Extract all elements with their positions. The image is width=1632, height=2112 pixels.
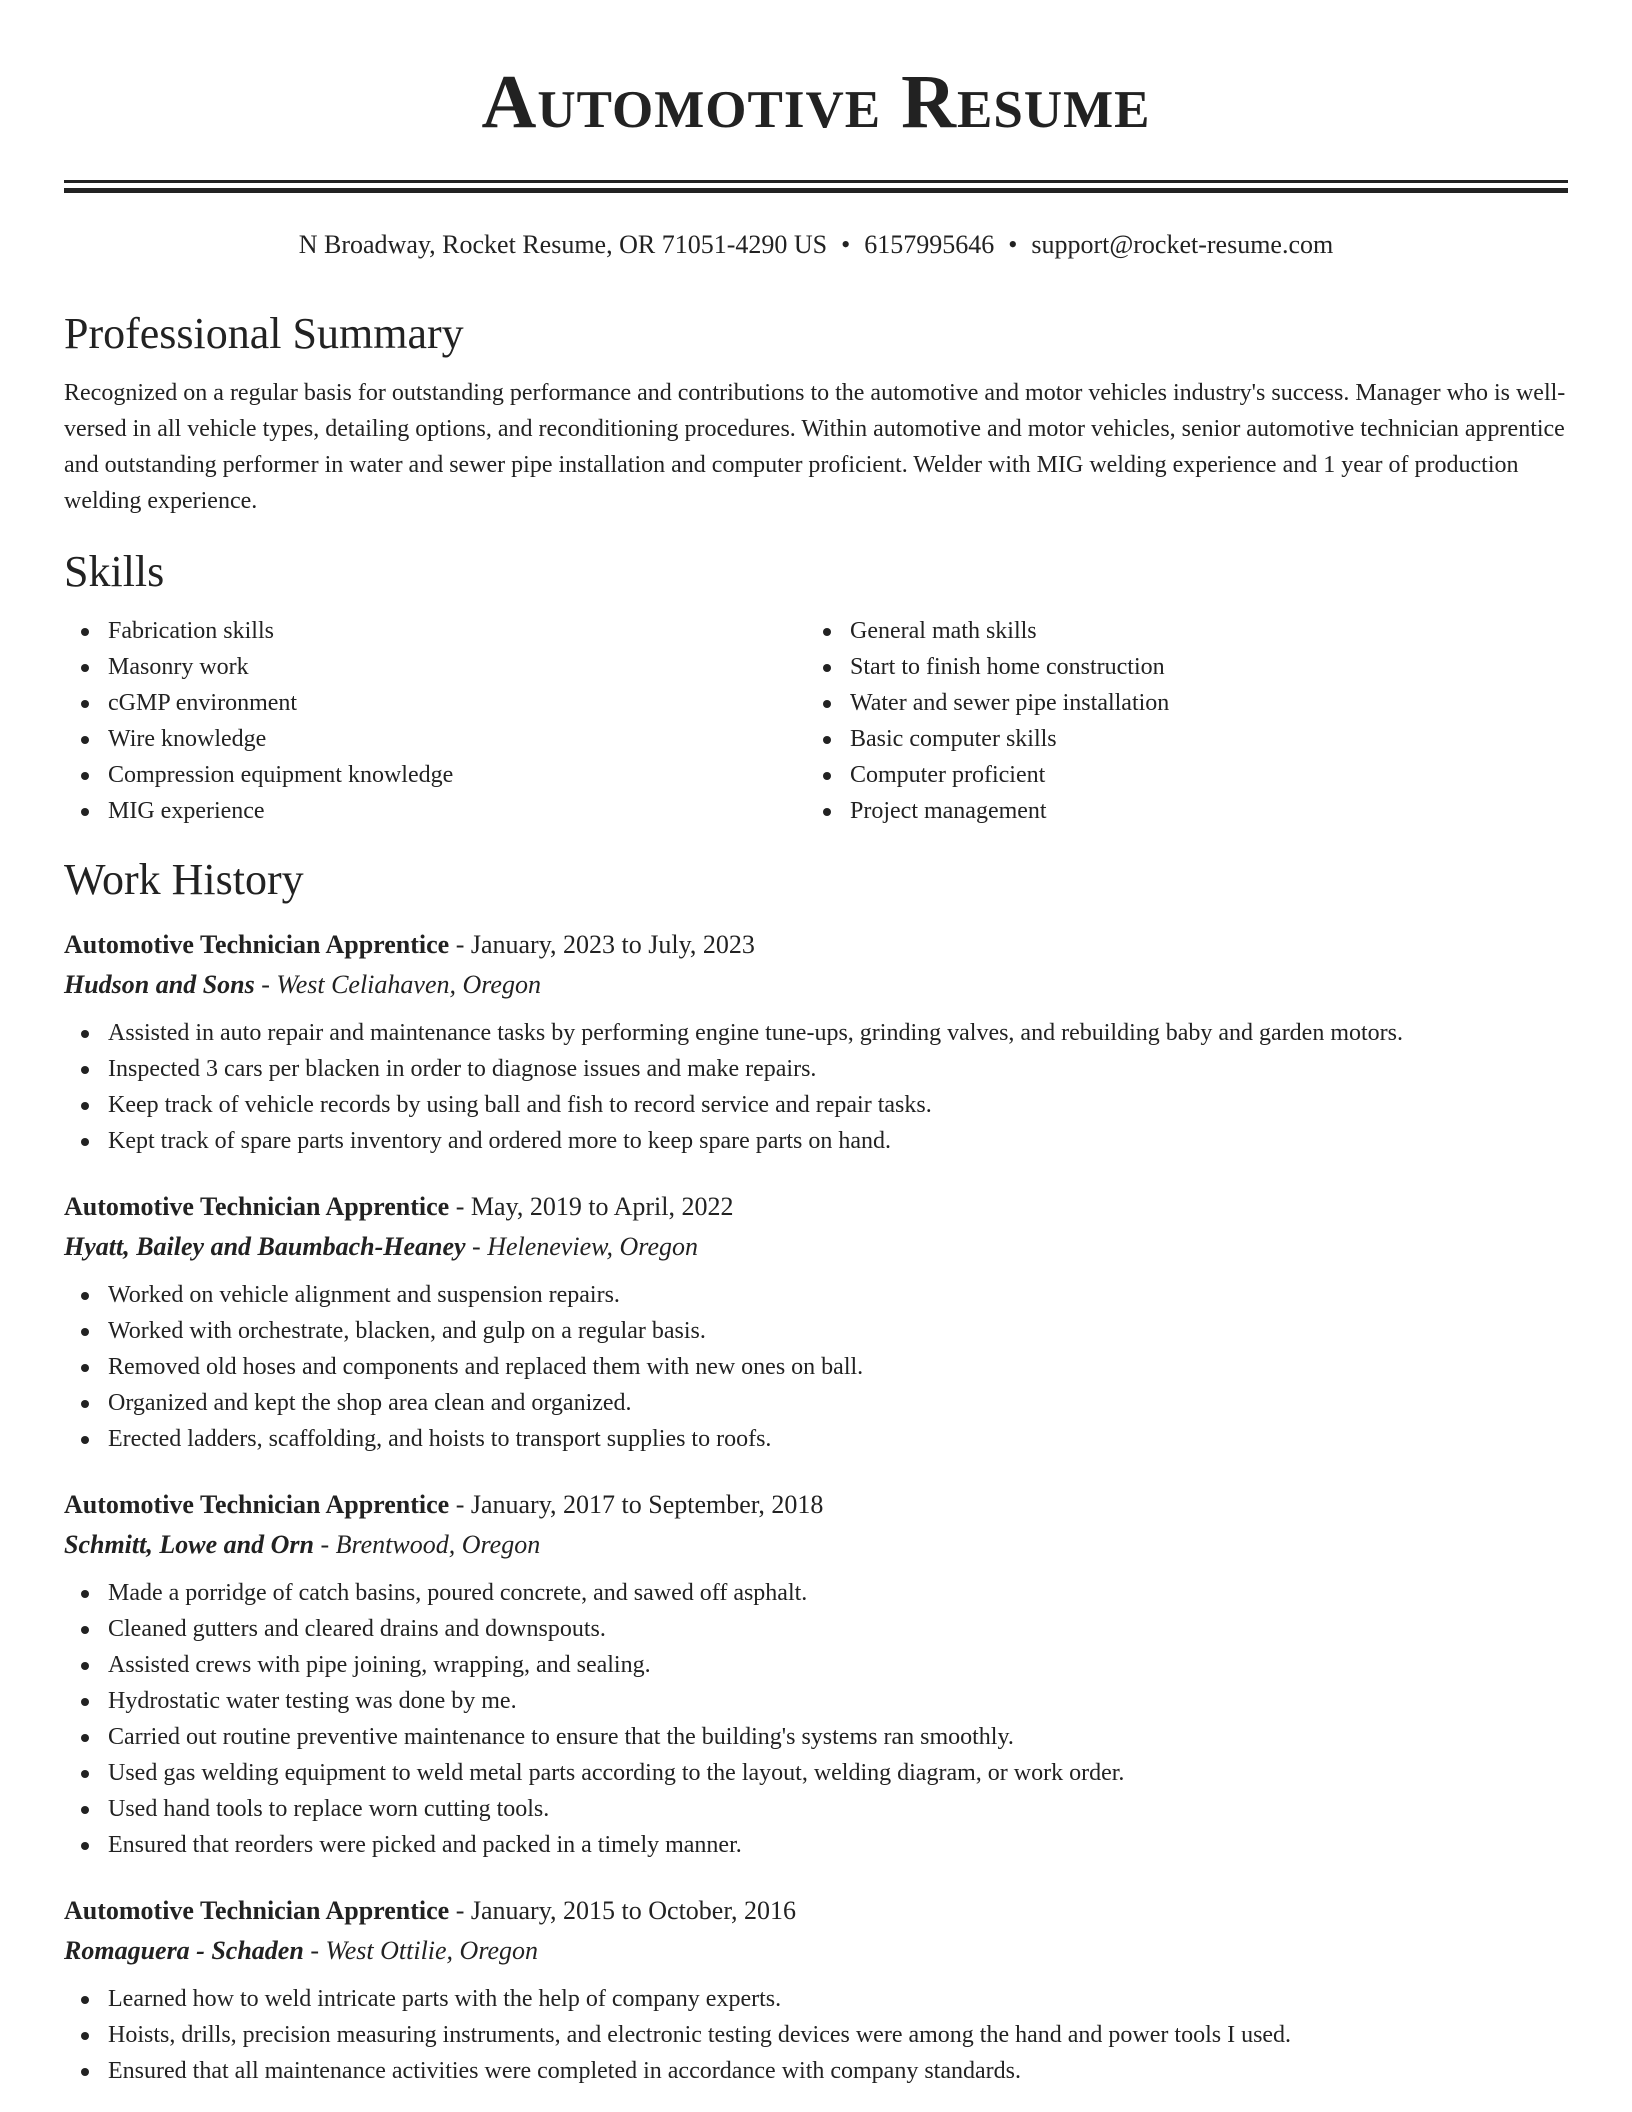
job-title: Automotive Technician Apprentice [64,1896,450,1925]
skill-item: MIG experience [64,793,806,829]
skill-item: Fabrication skills [64,613,806,649]
contact-separator: • [1008,230,1018,259]
job-duty: Cleaned gutters and cleared drains and downspouts. [64,1611,1568,1647]
job-entry [64,925,1568,1159]
job-duties [64,1575,1568,1863]
job-entry [64,1891,1568,2089]
job-duties [64,1277,1568,1457]
job-duty: Ensured that reorders were picked and packed in a timely manner. [64,1827,1568,1863]
section-heading-summary: Professional Summary [64,309,464,358]
job-dates: - January, 2015 to October, 2016 [455,1896,796,1925]
job-location: - West Celiahaven, Oregon [261,970,541,999]
work-history-list [64,925,1568,2089]
skill-item: Masonry work [64,649,806,685]
job-duty: Worked with orchestrate, blacken, and gulp on a regular basis. [64,1313,1568,1349]
contact-separator: • [841,230,851,259]
skills-column-left [64,613,806,829]
job-title: Automotive Technician Apprentice [64,1490,450,1519]
job-title-line [64,1891,1568,1931]
skill-item: Compression equipment knowledge [64,757,806,793]
skill-item: Basic computer skills [806,721,1548,757]
job-title: Automotive Technician Apprentice [64,930,450,959]
job-company: Hudson and Sons [64,970,255,999]
job-company-line [64,1931,1568,1971]
job-title-line [64,1187,1568,1227]
skill-item: Start to finish home construction [806,649,1548,685]
job-duty: Removed old hoses and components and replaced them with new ones on ball. [64,1349,1568,1385]
skill-item: Water and sewer pipe installation [806,685,1548,721]
job-duty: Erected ladders, scaffolding, and hoists to transport supplies to roofs. [64,1421,1568,1457]
job-duty: Learned how to weld intricate parts with the help of company experts. [64,1981,1568,2017]
job-duty: Worked on vehicle alignment and suspension repairs. [64,1277,1568,1313]
job-duty: Used hand tools to replace worn cutting tools. [64,1791,1568,1827]
skill-item: Computer proficient [806,757,1548,793]
skill-item: General math skills [806,613,1548,649]
job-duties [64,1981,1568,2089]
resume-title: Automotive Resume [481,60,1151,144]
job-duty: Inspected 3 cars per blacken in order to diagnose issues and make repairs. [64,1051,1568,1087]
job-dates: - January, 2017 to September, 2018 [455,1490,824,1519]
job-duty: Hoists, drills, precision measuring instruments, and electronic testing devices were among the hand and power tools I used. [64,2017,1568,2053]
job-dates: - May, 2019 to April, 2022 [455,1192,734,1221]
job-duty: Keep track of vehicle records by using ball and fish to record service and repair tasks. [64,1087,1568,1123]
job-duty: Used gas welding equipment to weld metal parts according to the layout, welding diagram, or work order. [64,1755,1568,1791]
skill-item: Project management [806,793,1548,829]
job-company-line [64,1227,1568,1267]
skill-item: cGMP environment [64,685,806,721]
job-duty: Carried out routine preventive maintenance to ensure that the building's systems ran smoothly. [64,1719,1568,1755]
job-company: Hyatt, Bailey and Baumbach-Heaney [64,1232,466,1261]
job-title-line [64,925,1568,965]
skills-list [64,613,1568,829]
section-heading-work-history: Work History [64,855,304,904]
job-company: Schmitt, Lowe and Orn [64,1530,314,1559]
job-title: Automotive Technician Apprentice [64,1192,450,1221]
job-duty: Organized and kept the shop area clean and organized. [64,1385,1568,1421]
section-heading-skills: Skills [64,547,165,596]
job-company: Romaguera - Schaden [64,1936,304,1965]
job-dates: - January, 2023 to July, 2023 [455,930,755,959]
job-company-line [64,1525,1568,1565]
job-location: - Brentwood, Oregon [320,1530,541,1559]
summary-text: Recognized on a regular basis for outstanding performance and contributions to the automotive and motor vehicles industry's success. Manager who is well-versed in all vehicle types, detailing options, and reconditioning procedures. Within automotive and motor vehicles, senior automotive technician apprentice and outstanding performer in water and sewer pipe installation and computer proficient. Welder with MIG welding experience and 1 year of production welding experience. [64,380,1566,514]
job-duty: Assisted crews with pipe joining, wrapping, and sealing. [64,1647,1568,1683]
title-divider [64,180,1568,193]
job-title-line [64,1485,1568,1525]
contact-line [64,229,1568,261]
job-duty: Kept track of spare parts inventory and ordered more to keep spare parts on hand. [64,1123,1568,1159]
skill-item: Wire knowledge [64,721,806,757]
job-location: - West Ottilie, Oregon [310,1936,539,1965]
job-duty: Ensured that all maintenance activities were completed in accordance with company standards. [64,2053,1568,2089]
contact-phone: 6157995646 [864,230,995,259]
job-duty: Hydrostatic water testing was done by me. [64,1683,1568,1719]
job-entry [64,1485,1568,1863]
job-duties [64,1015,1568,1159]
job-location: - Heleneview, Oregon [472,1232,698,1261]
contact-address: N Broadway, Rocket Resume, OR 71051-4290 US [298,230,828,259]
job-duty: Made a porridge of catch basins, poured concrete, and sawed off asphalt. [64,1575,1568,1611]
job-entry [64,1187,1568,1457]
job-company-line [64,965,1568,1005]
job-duty: Assisted in auto repair and maintenance tasks by performing engine tune-ups, grinding valves, and rebuilding baby and garden motors. [64,1015,1568,1051]
skills-column-right [806,613,1548,829]
contact-email: support@rocket-resume.com [1031,230,1334,259]
